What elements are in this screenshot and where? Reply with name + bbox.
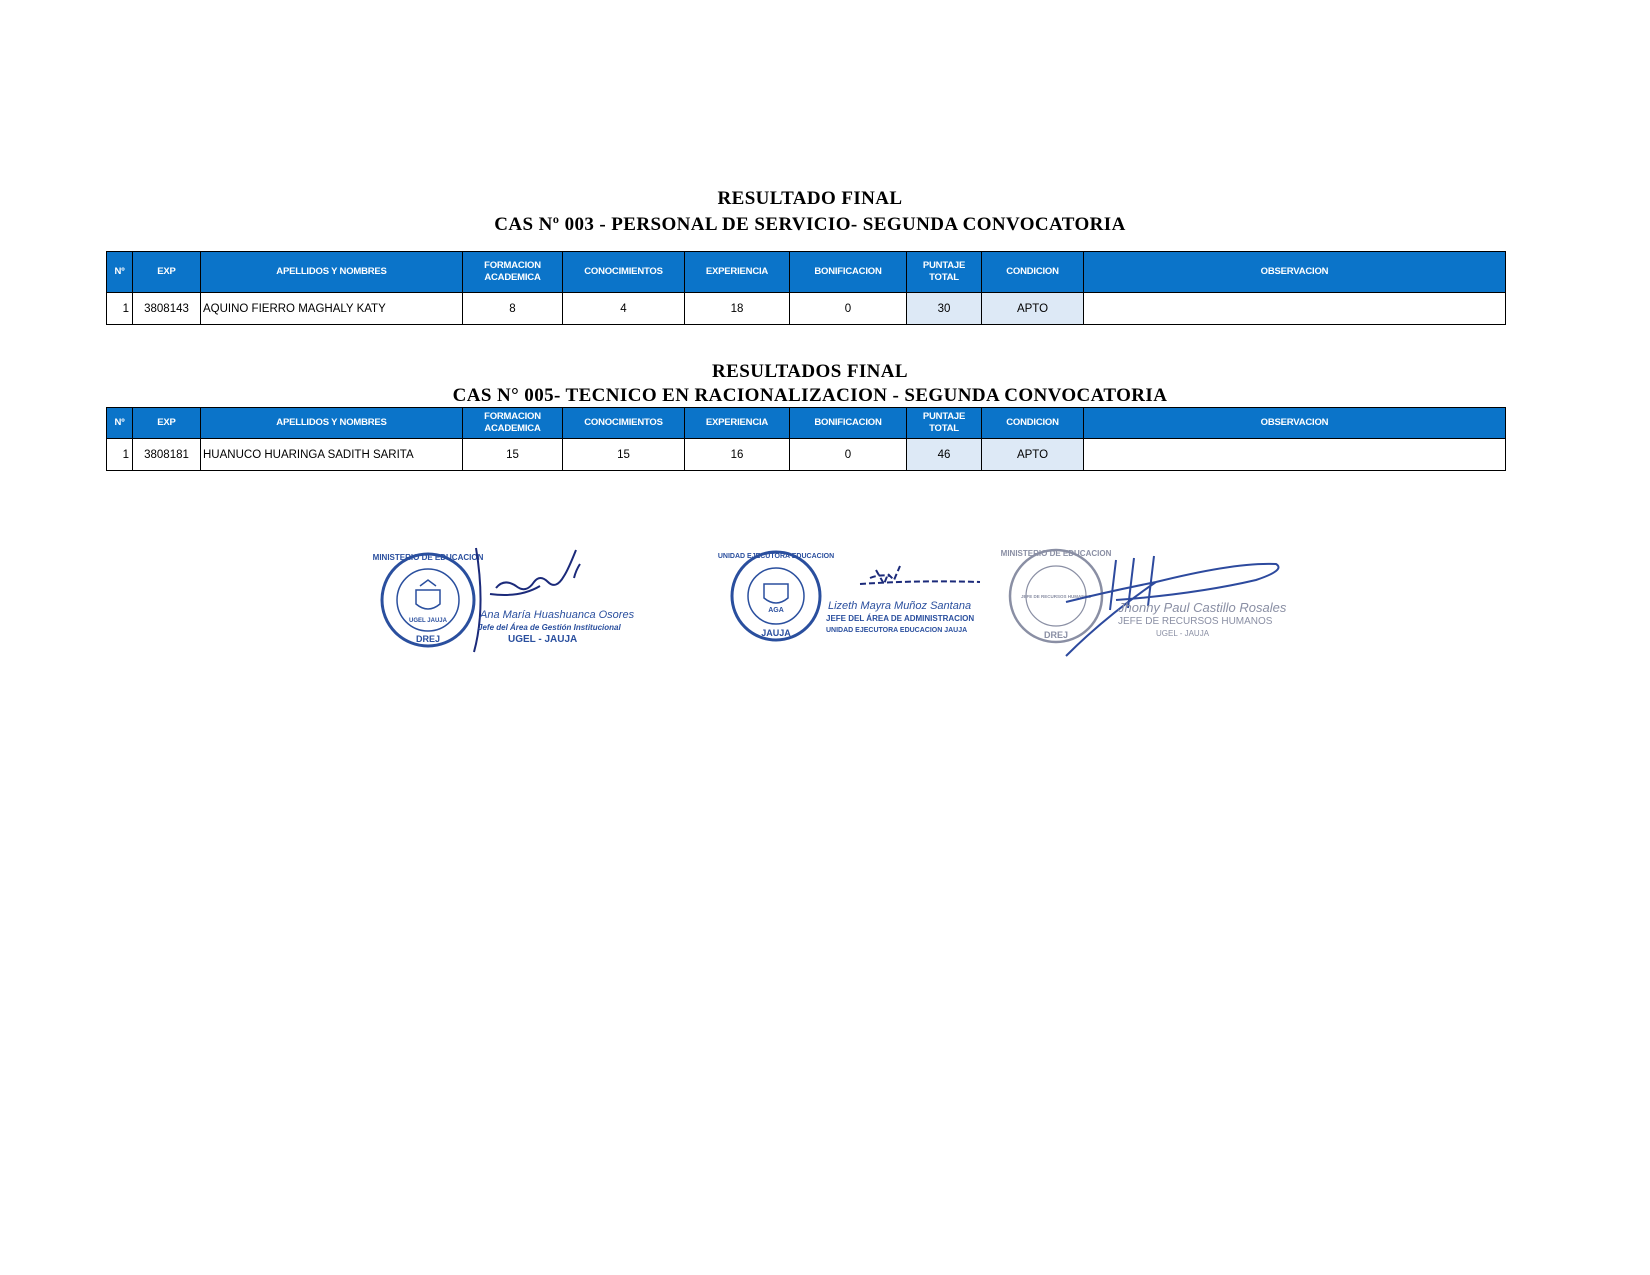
stamp-center: JEFE DE RECURSOS HUMANOS: [1020, 594, 1092, 599]
signatory-role: JEFE DE RECURSOS HUMANOS: [1118, 616, 1273, 627]
cell-nombre: HUANUCO HUARINGA SADITH SARITA: [201, 439, 463, 471]
cell-experiencia: 18: [685, 293, 790, 325]
cell-bonificacion: 0: [790, 293, 907, 325]
cell-no: 1: [107, 439, 133, 471]
cell-observacion: [1084, 293, 1506, 325]
header-puntaje: PUNTAJE TOTAL: [907, 252, 982, 293]
header-observacion: OBSERVACION: [1084, 252, 1506, 293]
header-conocimientos: CONOCIMIENTOS: [563, 408, 685, 439]
signatory-name: Ana María Huashuanca Osores: [480, 609, 635, 621]
section-2-title: RESULTADOS FINAL: [712, 361, 908, 382]
header-formacion: FORMACION ACADEMICA: [463, 252, 563, 293]
header-no: Nº: [107, 408, 133, 439]
signatory-role: JEFE DEL ÁREA DE ADMINISTRACION: [826, 614, 975, 623]
results-table-2: [106, 407, 1506, 471]
table-row: [107, 293, 1506, 325]
results-table-1: [106, 251, 1506, 325]
stamp-seal-icon: [382, 554, 474, 646]
signatory-office: UGEL - JAUJA: [508, 634, 578, 645]
table-header-row: [107, 252, 1506, 293]
header-puntaje: PUNTAJE TOTAL: [907, 408, 982, 439]
header-no: Nº: [107, 252, 133, 293]
header-formacion: FORMACION ACADEMICA: [463, 408, 563, 439]
table-row: [107, 439, 1506, 471]
cell-experiencia: 16: [685, 439, 790, 471]
cell-observacion: [1084, 439, 1506, 471]
stamp-seal-icon: [732, 552, 820, 640]
signature-block-3: [1000, 540, 1287, 660]
table-header-row: [107, 408, 1506, 439]
header-exp: EXP: [133, 408, 201, 439]
cell-bonificacion: 0: [790, 439, 907, 471]
signature-scribble: [860, 566, 980, 584]
stamp-center: UGEL JAUJA: [409, 618, 447, 624]
section-1-subtitle: CAS Nº 003 - PERSONAL DE SERVICIO- SEGUNDA CONVOCATORIA: [494, 214, 1126, 235]
cell-conocimientos: 15: [563, 439, 685, 471]
header-conocimientos: CONOCIMIENTOS: [563, 252, 685, 293]
cell-formacion: 15: [463, 439, 563, 471]
header-exp: EXP: [133, 252, 201, 293]
header-bonificacion: BONIFICACION: [790, 408, 907, 439]
stamp-center: AGA: [768, 607, 784, 614]
header-condicion: CONDICION: [982, 408, 1084, 439]
stamp-text: MINISTERIO DE EDUCACION: [372, 553, 484, 562]
stamp-bottom: DREJ: [415, 634, 441, 644]
stamp-bottom: JAUJA: [761, 628, 791, 638]
signature-block-1: [372, 538, 636, 658]
stamp-text: MINISTERIO DE EDUCACION: [1000, 549, 1112, 558]
cell-condicion: APTO: [982, 293, 1084, 325]
header-bonificacion: BONIFICACION: [790, 252, 907, 293]
header-experiencia: EXPERIENCIA: [685, 252, 790, 293]
signatory-office: UGEL - JAUJA: [1156, 629, 1210, 638]
section-1-title: RESULTADO FINAL: [717, 188, 903, 209]
cell-condicion: APTO: [982, 439, 1084, 471]
stamp-bottom: DREJ: [1043, 630, 1069, 640]
signatory-name: Jhonny Paul Castillo Rosales: [1118, 600, 1287, 615]
signatory-name: Lizeth Mayra Muñoz Santana: [828, 600, 972, 612]
cell-conocimientos: 4: [563, 293, 685, 325]
section-2-subtitle: CAS N° 005- TECNICO EN RACIONALIZACION - SEGUNDA CONVOCATORIA: [452, 385, 1168, 406]
header-nombres: APELLIDOS Y NOMBRES: [201, 252, 463, 293]
stamp-text: UNIDAD EJECUTORA EDUCACION: [717, 553, 835, 560]
signatory-role: Jefe del Área de Gestión Institucional: [478, 623, 621, 632]
cell-formacion: 8: [463, 293, 563, 325]
cell-total: 46: [907, 439, 982, 471]
signature-block-2: [717, 540, 988, 650]
cell-no: 1: [107, 293, 133, 325]
cell-exp: 3808143: [133, 293, 201, 325]
header-nombres: APELLIDOS Y NOMBRES: [201, 408, 463, 439]
header-experiencia: EXPERIENCIA: [685, 408, 790, 439]
cell-total: 30: [907, 293, 982, 325]
header-observacion: OBSERVACION: [1084, 408, 1506, 439]
header-condicion: CONDICION: [982, 252, 1084, 293]
signatory-office: UNIDAD EJECUTORA EDUCACION JAUJA: [826, 627, 968, 634]
cell-nombre: AQUINO FIERRO MAGHALY KATY: [201, 293, 463, 325]
cell-exp: 3808181: [133, 439, 201, 471]
